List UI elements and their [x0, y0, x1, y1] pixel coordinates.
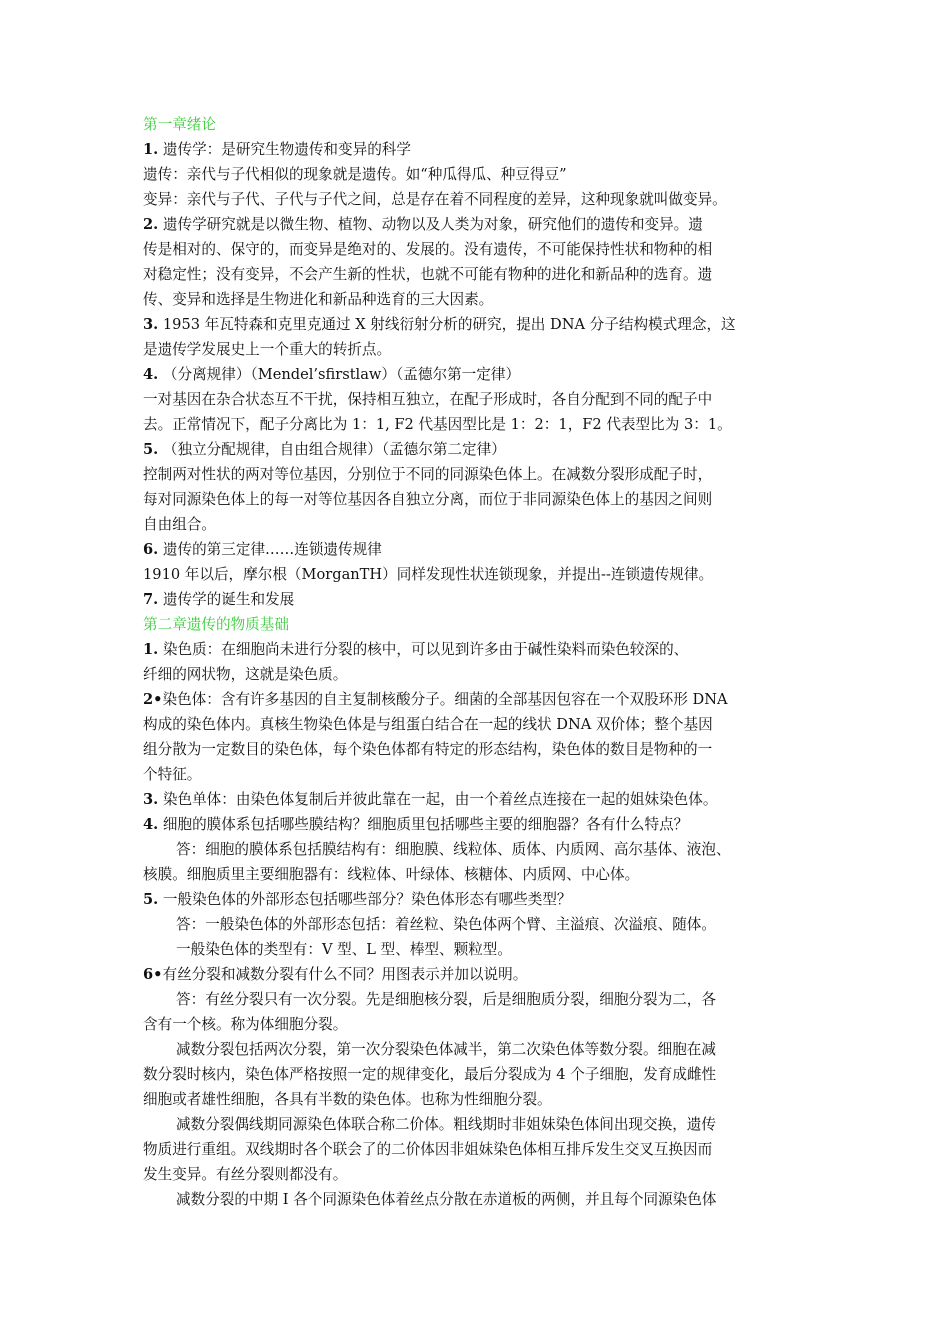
text-line: [143, 187, 823, 212]
line-text: （分离规律）（Mendel’sfirstlaw）（孟德尔第一定律）: [158, 366, 521, 383]
line-text: 1910 年以后，摩尔根（MorganTH）同样发现性状连锁现象，并提出--连锁遗传规律。: [143, 566, 714, 583]
line-text: 个特征。: [143, 766, 202, 783]
line-text: 自由组合。: [143, 516, 216, 533]
text-line: [143, 237, 823, 262]
text-line: [143, 987, 823, 1012]
text-line: [143, 1112, 823, 1137]
line-text: 去。正常情况下，配子分离比为 1：1, F2 代基因型比是 1：2：1，F2 代表型比为 3：1。: [143, 416, 732, 433]
text-line: [143, 537, 823, 562]
text-line: [143, 712, 823, 737]
line-text: 减数分裂偶线期同源染色体联合称二价体。粗线期时非姐妹染色体间出现交换，遗传: [176, 1116, 716, 1133]
item-number: 4.: [143, 816, 159, 833]
text-line: [143, 812, 823, 837]
line-text: 每对同源染色体上的每一对等位基因各自独立分离，而位于非同源染色体上的基因之间则: [143, 491, 713, 508]
text-line: [143, 412, 823, 437]
line-text: 一般染色体的外部形态包括哪些部分？染色体形态有哪些类型？: [158, 891, 572, 908]
line-text: 遗传学：是研究生物遗传和变异的科学: [158, 141, 411, 158]
line-text: 是遗传学发展史上一个重大的转折点。: [143, 341, 392, 358]
line-text: 遗传：亲代与子代相似的现象就是遗传。如“种瓜得瓜、种豆得豆”: [143, 166, 567, 183]
line-text: 遗传的第三定律……连锁遗传规律: [158, 541, 382, 558]
line-text: 遗传学的诞生和发展: [158, 591, 295, 608]
text-line: [143, 587, 823, 612]
text-line: [143, 937, 823, 962]
text-line: [143, 737, 823, 762]
line-text: 有丝分裂和减数分裂有什么不同？用图表示并加以说明。: [162, 966, 528, 983]
document-page: [143, 112, 823, 1212]
text-line: [143, 637, 823, 662]
chapter-heading: [143, 612, 823, 637]
item-number: 6.: [143, 541, 159, 558]
line-text: 染色体：含有许多基因的自主复制核酸分子。细菌的全部基因包容在一个双股环形 DNA: [162, 691, 728, 708]
text-line: [143, 1037, 823, 1062]
text-line: [143, 287, 823, 312]
line-text: 减数分裂的中期 I 各个同源染色体着丝点分散在赤道板的两侧，并且每个同源染色体: [176, 1191, 717, 1208]
item-number: 2•: [143, 691, 163, 708]
line-text: 答：有丝分裂只有一次分裂。先是细胞核分裂，后是细胞质分裂，细胞分裂为二，各: [176, 991, 716, 1008]
line-text: 对稳定性；没有变异，不会产生新的性状，也就不可能有物种的进化和新品种的选育。遗: [143, 266, 713, 283]
text-line: [143, 912, 823, 937]
line-text: 控制两对性状的两对等位基因，分别位于不同的同源染色体上。在减数分裂形成配子时，: [143, 466, 713, 483]
text-line: [143, 887, 823, 912]
line-text: 核膜。细胞质里主要细胞器有：线粒体、叶绿体、核糖体、内质网、中心体。: [143, 866, 640, 883]
text-line: [143, 312, 823, 337]
line-text: 构成的染色体内。真核生物染色体是与组蛋白结合在一起的线状 DNA 双价体；整个基因: [143, 716, 713, 733]
text-line: [143, 512, 823, 537]
text-line: [143, 787, 823, 812]
item-number: 7.: [143, 591, 159, 608]
line-text: 数分裂时核内，染色体严格按照一定的规律变化，最后分裂成为 4 个子细胞，发育成雌性: [143, 1066, 717, 1083]
line-text: 遗传学研究就是以微生物、植物、动物以及人类为对象，研究他们的遗传和变异。遗: [158, 216, 703, 233]
line-text: 含有一个核。称为体细胞分裂。: [143, 1016, 348, 1033]
item-number: 2.: [143, 216, 159, 233]
line-text: 纤细的网状物，这就是染色质。: [143, 666, 348, 683]
item-number: 5.: [143, 891, 159, 908]
text-line: [143, 462, 823, 487]
text-line: [143, 1187, 823, 1212]
text-line: [143, 1162, 823, 1187]
line-text: 染色单体：由染色体复制后并彼此靠在一起，由一个着丝点连接在一起的姐妹染色体。: [158, 791, 718, 808]
line-text: 减数分裂包括两次分裂，第一次分裂染色体减半，第二次染色体等数分裂。细胞在减: [176, 1041, 716, 1058]
heading-text: 第一章绪论: [143, 116, 216, 133]
text-line: [143, 212, 823, 237]
heading-text: 第二章遗传的物质基础: [143, 616, 289, 633]
text-line: [143, 162, 823, 187]
line-text: 染色质：在细胞尚未进行分裂的核中，可以见到许多由于碱性染料而染色较深的、: [158, 641, 689, 658]
line-text: 组分散为一定数目的染色体，每个染色体都有特定的形态结构，染色体的数目是物种的一: [143, 741, 713, 758]
text-line: [143, 837, 823, 862]
chapter-heading: [143, 112, 823, 137]
line-text: 物质进行重组。双线期时各个联会了的二价体因非姐妹染色体相互排斥发生交叉互换因而: [143, 1141, 713, 1158]
line-text: 1953 年瓦特森和克里克通过 X 射线衍射分析的研究，提出 DNA 分子结构模式理念，这: [158, 316, 736, 333]
line-text: 变异：亲代与子代、子代与子代之间，总是存在着不同程度的差异，这种现象就叫做变异。: [143, 191, 727, 208]
text-line: [143, 687, 823, 712]
line-text: 传、变异和选择是生物进化和新品种选育的三大因素。: [143, 291, 494, 308]
text-line: [143, 1137, 823, 1162]
text-line: [143, 262, 823, 287]
text-line: [143, 862, 823, 887]
item-number: 1.: [143, 641, 159, 658]
item-number: 1.: [143, 141, 159, 158]
text-line: [143, 487, 823, 512]
item-number: 5.: [143, 441, 159, 458]
text-line: [143, 1012, 823, 1037]
text-line: [143, 662, 823, 687]
line-text: 细胞的膜体系包括哪些膜结构？细胞质里包括哪些主要的细胞器？各有什么特点？: [158, 816, 689, 833]
line-text: 答：细胞的膜体系包括膜结构有：细胞膜、线粒体、质体、内质网、高尔基体、液泡、: [176, 841, 731, 858]
text-line: [143, 437, 823, 462]
text-line: [143, 337, 823, 362]
line-text: 传是相对的、保守的，而变异是绝对的、发展的。没有遗传，不可能保持性状和物种的相: [143, 241, 713, 258]
text-line: [143, 762, 823, 787]
item-number: 3.: [143, 791, 159, 808]
text-line: [143, 1062, 823, 1087]
item-number: 3.: [143, 316, 159, 333]
text-line: [143, 1087, 823, 1112]
line-text: 细胞或者雄性细胞，各具有半数的染色体。也称为性细胞分裂。: [143, 1091, 552, 1108]
line-text: 一般染色体的类型有：V 型、L 型、棒型、颗粒型。: [176, 941, 512, 958]
line-text: 发生变异。有丝分裂则都没有。: [143, 1166, 348, 1183]
line-text: 一对基因在杂合状态互不干扰，保持相互独立，在配子形成时，各自分配到不同的配子中: [143, 391, 713, 408]
item-number: 6•: [143, 966, 163, 983]
text-line: [143, 562, 823, 587]
line-text: 答：一般染色体的外部形态包括：着丝粒、染色体两个臂、主溢痕、次溢痕、随体。: [176, 916, 716, 933]
text-line: [143, 362, 823, 387]
text-line: [143, 962, 823, 987]
line-text: （独立分配规律，自由组合规律）（孟德尔第二定律）: [158, 441, 506, 458]
text-line: [143, 387, 823, 412]
text-line: [143, 137, 823, 162]
item-number: 4.: [143, 366, 159, 383]
